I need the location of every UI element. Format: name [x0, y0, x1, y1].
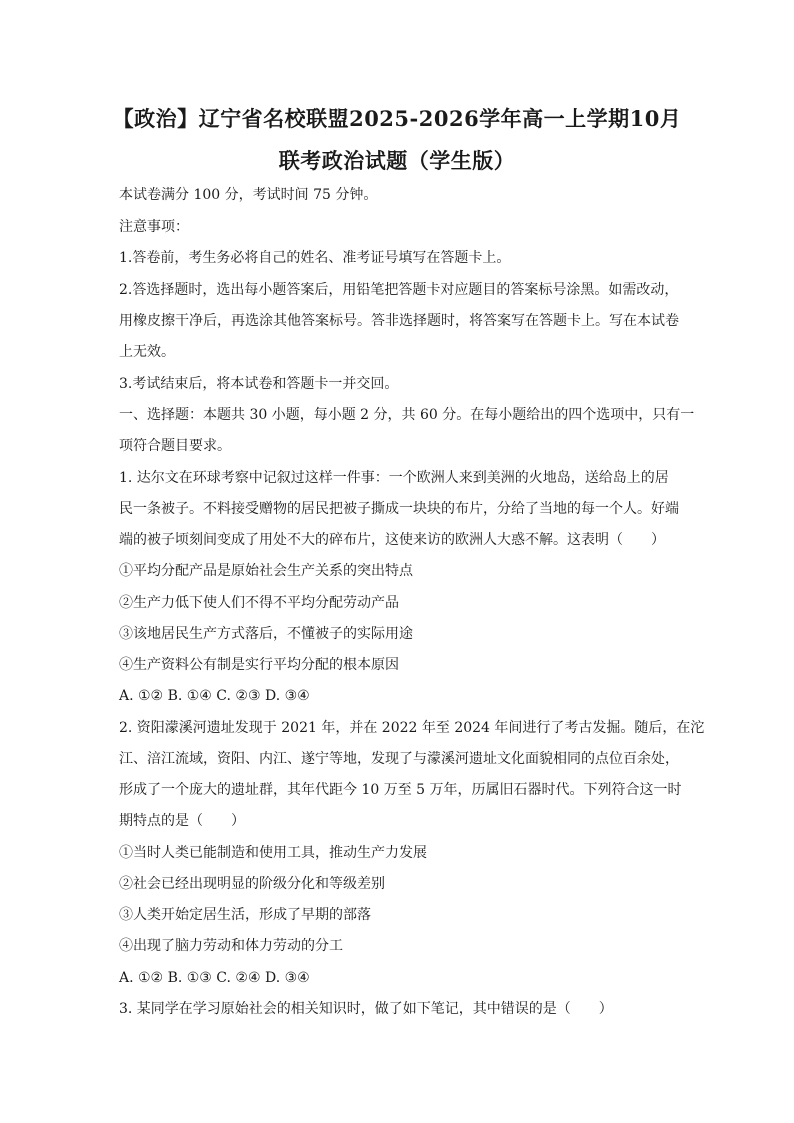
question-2-option-3: ③人类开始定居生活，形成了早期的部落 [119, 907, 371, 923]
question-2-line-4: 期特点的是（ ） [119, 813, 245, 829]
question-2-option-2: ②社会已经出现明显的阶级分化和等级差别 [119, 876, 385, 892]
question-2-line-2: 江、涪江流域，资阳、内江、遂宁等地，发现了与濛溪河遗址文化面貌相同的点位百余处， [119, 751, 679, 767]
document-title-line-1: 【政治】辽宁省名校联盟2025-2026学年高一上学期10月 [112, 106, 682, 131]
note-3: 3.考试结束后，将本试卷和答题卡一并交回。 [119, 376, 399, 392]
question-2-option-4: ④出现了脑力劳动和体力劳动的分工 [119, 938, 343, 954]
section-heading-line-2: 项符合题目要求。 [119, 438, 231, 454]
note-2-line-3: 上无效。 [119, 344, 175, 360]
document-title-line-2: 联考政治试题（学生版） [278, 148, 516, 173]
question-2-line-1: 2. 资阳濛溪河遗址发现于 2021 年，并在 2022 年至 2024 年间进行了考古发掘。随后，在沱 [119, 720, 705, 736]
question-1-line-1: 1. 达尔文在环球考察中记叙过这样一件事：一个欧洲人来到美洲的火地岛，送给岛上的居 [119, 470, 669, 486]
exam-intro: 本试卷满分 100 分，考试时间 75 分钟。 [119, 187, 378, 203]
question-1-line-3: 端的被子顷刻间变成了用处不大的碎布片，这使来访的欧洲人大惑不解。这表明（ ） [119, 532, 665, 548]
note-1: 1.答卷前，考生务必将自己的姓名、准考证号填写在答题卡上。 [119, 250, 511, 266]
question-1-choices: A. ①② B. ①④ C. ②③ D. ③④ [119, 688, 310, 704]
question-2-choices: A. ①② B. ①③ C. ②④ D. ③④ [119, 970, 310, 986]
question-1-option-4: ④生产资料公有制是实行平均分配的根本原因 [119, 657, 399, 673]
question-2-line-3: 形成了一个庞大的遗址群，其年代距今 10 万至 5 万年，历属旧石器时代。下列符合这一时 [119, 782, 682, 798]
section-heading-line-1: 一、选择题：本题共 30 小题，每小题 2 分，共 60 分。在每小题给出的四个选项中，只有一 [119, 407, 695, 423]
question-3-line-1: 3. 某同学在学习原始社会的相关知识时，做了如下笔记，其中错误的是（ ） [119, 1001, 613, 1017]
question-2-option-1: ①当时人类已能制造和使用工具，推动生产力发展 [119, 845, 427, 861]
question-1-line-2: 民一条被子。不料接受赠物的居民把被子撕成一块块的布片，分给了当地的每一个人。好端 [119, 501, 679, 517]
question-1-option-3: ③该地居民生产方式落后，不懂被子的实际用途 [119, 626, 413, 642]
question-1-option-2: ②生产力低下使人们不得不平均分配劳动产品 [119, 595, 399, 611]
note-2-line-1: 2.答选择题时，选出每小题答案后，用铅笔把答题卡对应题目的答案标号涂黑。如需改动， [119, 282, 679, 298]
notes-heading: 注意事项： [119, 219, 189, 235]
question-1-option-1: ①平均分配产品是原始社会生产关系的突出特点 [119, 563, 413, 579]
note-2-line-2: 用橡皮擦干净后，再选涂其他答案标号。答非选择题时，将答案写在答题卡上。写在本试卷 [119, 313, 679, 329]
